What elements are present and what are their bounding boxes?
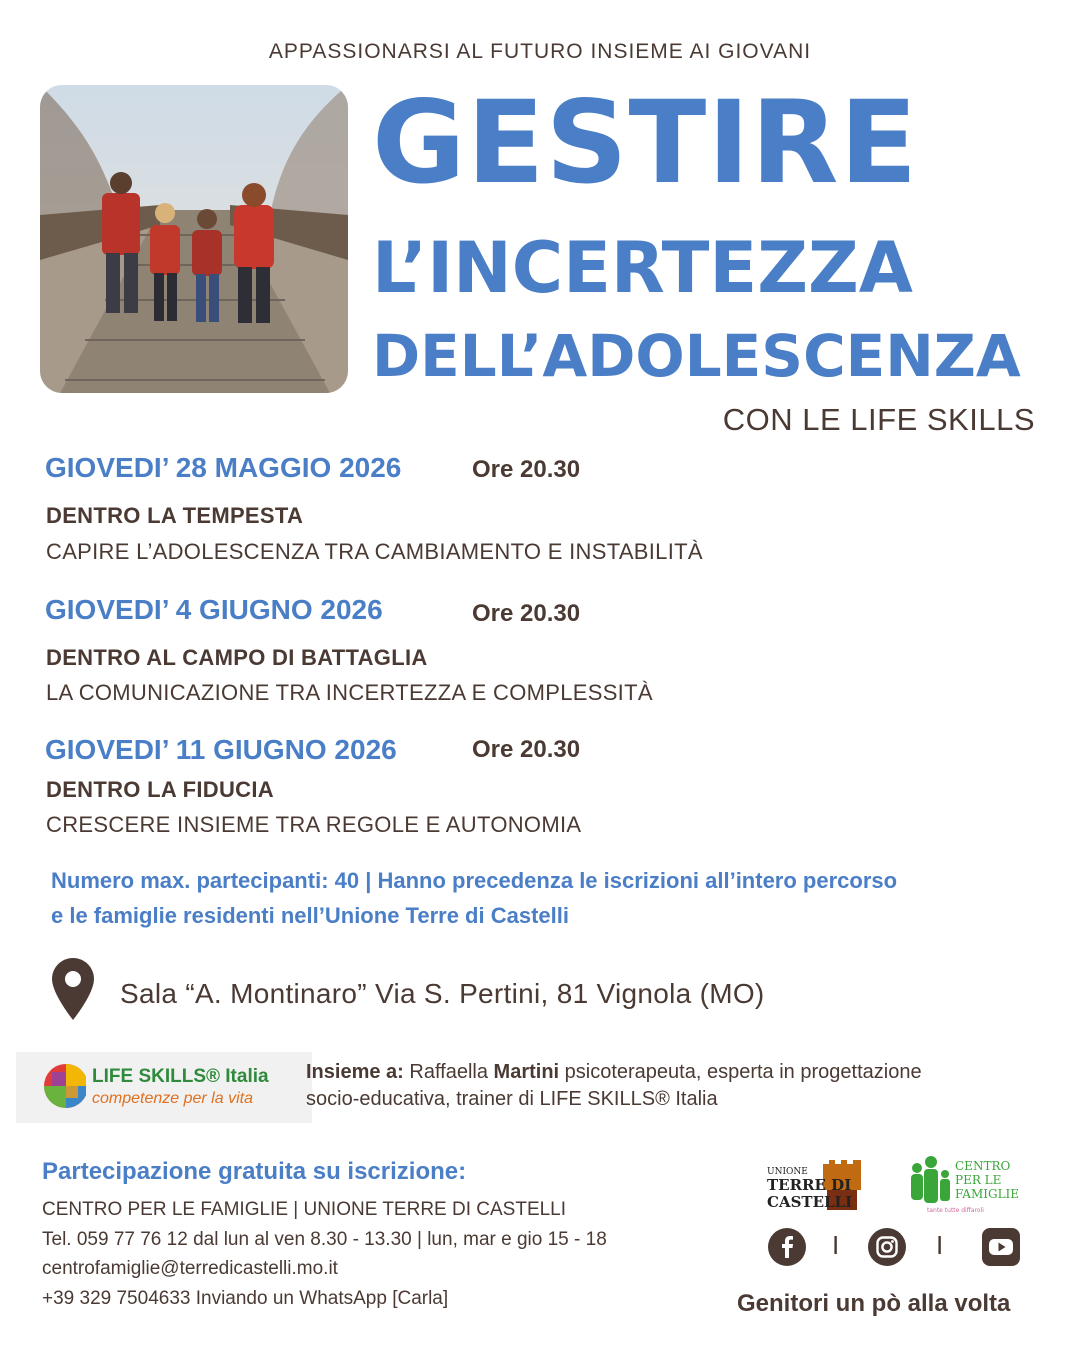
event-2-title: DENTRO AL CAMPO DI BATTAGLIA xyxy=(46,645,428,670)
event-3-time: Ore 20.30 xyxy=(472,736,581,763)
venue-address: Sala “A. Montinaro” Via S. Pertini, 81 Vignola (MO) xyxy=(120,978,765,1009)
youtube-icon[interactable] xyxy=(982,1228,1020,1266)
event-3-title: DENTRO LA FIDUCIA xyxy=(46,777,274,802)
speaker-role-line-1: psicoterapeuta, esperta in progettazione xyxy=(564,1061,922,1083)
event-2-date: GIOVEDI’ 4 GIUGNO 2026 xyxy=(45,594,383,625)
registration-whatsapp: +39 329 7504633 Inviando un WhatsApp [Carla] xyxy=(42,1288,449,1309)
registration-line-1: CENTRO PER LE FAMIGLIE | UNIONE TERRE DI CASTELLI xyxy=(42,1199,567,1220)
event-2-time: Ore 20.30 xyxy=(472,600,581,627)
event-3-date: GIOVEDI’ 11 GIUGNO 2026 xyxy=(45,734,397,765)
unione-terre-di-castelli-logo xyxy=(765,1160,863,1212)
event-1-date: GIOVEDI’ 28 MAGGIO 2026 xyxy=(45,452,402,483)
slogan: Genitori un pò alla volta xyxy=(737,1290,1011,1317)
cpf-line-3: FAMIGLIE xyxy=(955,1187,1020,1201)
social-separator-2: I xyxy=(936,1230,944,1260)
utc-line-2: TERRE DI xyxy=(767,1176,852,1194)
event-1-title: DENTRO LA TEMPESTA xyxy=(46,503,304,528)
utc-line-3: CASTELLI xyxy=(767,1193,853,1211)
kicker-text: APPASSIONARSI AL FUTURO INSIEME AI GIOVANI xyxy=(268,40,812,63)
facebook-icon[interactable] xyxy=(768,1228,806,1266)
cpf-line-2: PER LE xyxy=(955,1173,1002,1187)
speaker-role-line-2: socio-educativa, trainer di LIFE SKILLS® Italia xyxy=(306,1088,718,1110)
subtitle: CON LE LIFE SKILLS xyxy=(722,402,1035,437)
utc-line-1: UNIONE xyxy=(767,1167,808,1177)
registration-title: Partecipazione gratuita su iscrizione: xyxy=(42,1158,467,1185)
event-1-time: Ore 20.30 xyxy=(472,456,581,483)
speaker-last-name: Martini xyxy=(493,1061,560,1083)
life-skills-logo-name: LIFE SKILLS® Italia xyxy=(92,1066,269,1087)
event-3-description: CRESCERE INSIEME TRA REGOLE E AUTONOMIA xyxy=(46,812,582,837)
location-pin-icon xyxy=(52,958,94,1020)
participants-note-line-2: e le famiglie residenti nell’Unione Terre di Castelli xyxy=(51,903,569,928)
speaker-first-name: Raffaella xyxy=(409,1061,488,1083)
speaker-line-1 xyxy=(306,1059,1056,1086)
title-line-2: L’INCERTEZZA xyxy=(372,227,913,309)
life-skills-logo-icon xyxy=(42,1062,86,1110)
event-1-description: CAPIRE L’ADOLESCENZA TRA CAMBIAMENTO E INSTABILITÀ xyxy=(46,539,703,564)
registration-phone: Tel. 059 77 76 12 dal lun al ven 8.30 - 13.30 | lun, mar e gio 15 - 18 xyxy=(42,1229,607,1250)
speaker-label: Insieme a: xyxy=(306,1061,404,1083)
event-2-description: LA COMUNICAZIONE TRA INCERTEZZA E COMPLESSITÀ xyxy=(46,680,653,705)
title-line-1: GESTIRE xyxy=(372,76,919,209)
centro-per-le-famiglie-logo xyxy=(905,1154,1023,1216)
family-photo xyxy=(40,85,348,393)
cpf-line-1: CENTRO xyxy=(955,1159,1011,1173)
life-skills-logo-tagline: competenze per la vita xyxy=(92,1090,253,1107)
title-line-3: DELL’ADOLESCENZA xyxy=(372,322,1021,390)
participants-note-line-1: Numero max. partecipanti: 40 | Hanno precedenza le iscrizioni all’intero percorso xyxy=(51,868,898,893)
cpf-tagline: tante tutte diffaroli xyxy=(927,1207,984,1214)
instagram-icon[interactable] xyxy=(868,1228,906,1266)
registration-email[interactable]: centrofamiglie@terredicastelli.mo.it xyxy=(42,1258,338,1279)
social-separator-1: I xyxy=(832,1230,840,1260)
